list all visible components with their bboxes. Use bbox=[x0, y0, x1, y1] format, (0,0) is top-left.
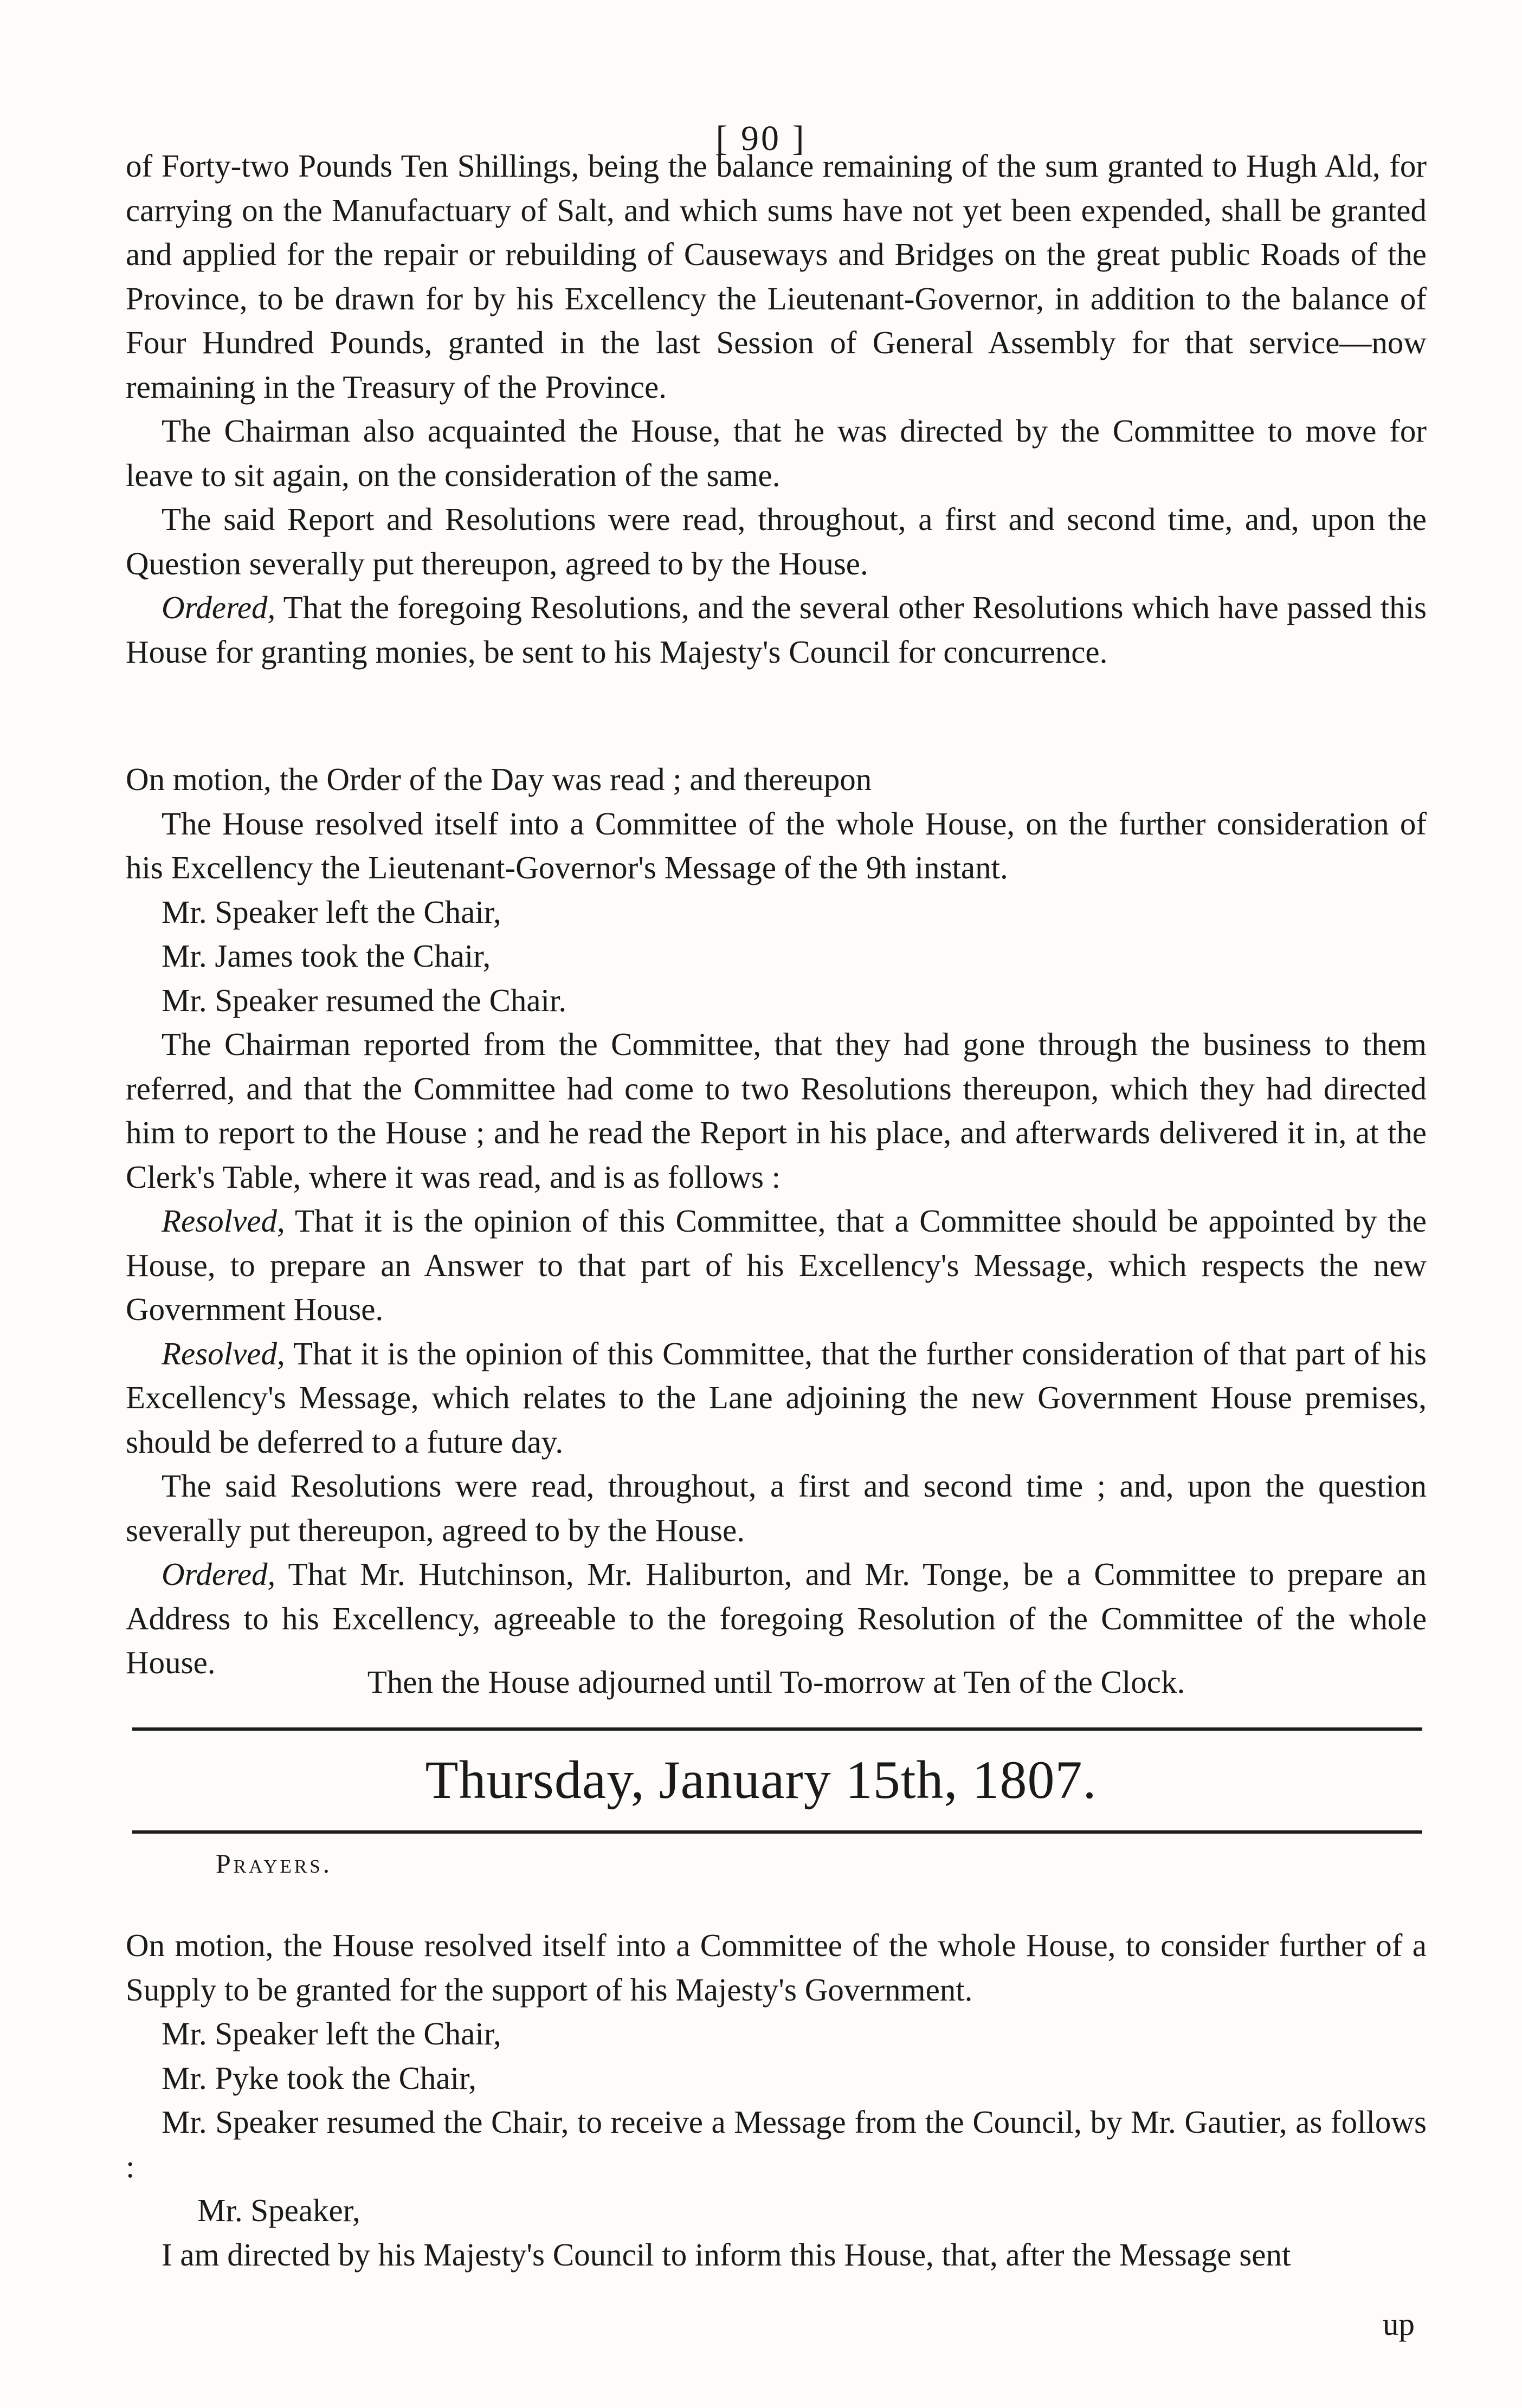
catchword: up bbox=[1383, 2306, 1415, 2342]
paragraph: Mr. Speaker resumed the Chair, to receive a Message from the Council, by Mr. Gautier, as follows : bbox=[126, 2104, 1427, 2184]
paragraph-text: That the foregoing Resolutions, and the several other Resolutions which have passed this House for granting monies, be sent to his Majesty's Council for concurrence. bbox=[126, 590, 1427, 670]
paragraph bbox=[126, 1332, 1427, 1465]
paragraph-label: Resolved, bbox=[162, 1335, 285, 1371]
paragraph: Mr. Pyke took the Chair, bbox=[162, 2060, 477, 2096]
adjournment-line: Then the House adjourned until To-morrow at Ten of the Clock. bbox=[367, 1664, 1185, 1700]
paragraph: The said Report and Resolutions were read, throughout, a first and second time, and, upon the Question severally put thereupon, agreed to by the House. bbox=[126, 501, 1427, 581]
divider-rule bbox=[132, 1727, 1422, 1731]
paragraph: Mr. Speaker, bbox=[197, 2192, 360, 2228]
paragraph: Mr. James took the Chair, bbox=[162, 938, 491, 974]
paragraph: Mr. Speaker left the Chair, bbox=[162, 894, 501, 930]
paragraph-label: Ordered, bbox=[162, 590, 276, 625]
paragraph: The Chairman reported from the Committee, that they had gone through the business to them referred, and that the Committee had come to two Resolutions thereupon, which they had directed him to report to the House ; and he read the Report in his place, and afterwards delivered it in, at the Clerk's Table, where it was read, and is as follows : bbox=[126, 1026, 1427, 1195]
paragraph: of Forty-two Pounds Ten Shillings, being the balance remaining of the sum granted to Hugh Ald, for carrying on the Manufactuary of Salt, and which sums have not yet been expended, shall be granted and applied for the repair or rebuilding of Causeways and Bridges on the great public Roads of the Province, to be drawn for by his Excellency the Lieutenant-Governor, in addition to the balance of Four Hundred Pounds, granted in the last Session of General Assembly for that service—now remaining in the Treasury of the Province. bbox=[126, 148, 1427, 405]
divider-rule bbox=[132, 1830, 1422, 1834]
text-block-adjourn bbox=[126, 1660, 1427, 1705]
text-block-continuation bbox=[126, 144, 1427, 674]
text-block-committee bbox=[126, 758, 1427, 1685]
paragraph: On motion, the Order of the Day was read ; and thereupon bbox=[126, 761, 872, 797]
paragraph bbox=[126, 1199, 1427, 1332]
paragraph-text: That it is the opinion of this Committee, that the further consideration of that part of his Excellency's Message, which relates to the Lane adjoining the new Government House premises, should be deferred to a future day. bbox=[126, 1335, 1427, 1460]
prayers-label: Prayers. bbox=[216, 1848, 333, 1879]
paragraph-text: That it is the opinion of this Committee, that a Committee should be appointed by the House, to prepare an Answer to that part of his Excellency's Message, which respects the new Government House. bbox=[126, 1203, 1427, 1327]
paragraph: Mr. Speaker resumed the Chair. bbox=[162, 982, 567, 1018]
paragraph: On motion, the House resolved itself into a Committee of the whole House, to consider further of a Supply to be granted for the support of his Majesty's Government. bbox=[126, 1927, 1427, 2008]
paragraph: The House resolved itself into a Committee of the whole House, on the further consideration of his Excellency the Lieutenant-Governor's Message of the 9th instant. bbox=[126, 805, 1427, 885]
paragraph-label: Ordered, bbox=[162, 1556, 276, 1592]
paragraph-text: That Mr. Hutchinson, Mr. Haliburton, and Mr. Tonge, be a Committee to prepare an Address to his Excellency, agreeable to the foregoing Resolution of the Committee of the whole House. bbox=[126, 1556, 1427, 1680]
page-number: [ 90 ] bbox=[715, 119, 807, 158]
paragraph bbox=[126, 586, 1427, 674]
paragraph-label: Resolved, bbox=[162, 1203, 285, 1239]
text-block-thursday bbox=[126, 1924, 1427, 2277]
paragraph: The said Resolutions were read, throughout, a first and second time ; and, upon the question severally put thereupon, agreed to by the House. bbox=[126, 1468, 1427, 1548]
paragraph: I am directed by his Majesty's Council to inform this House, that, after the Message sent bbox=[162, 2236, 1291, 2273]
date-heading: Thursday, January 15th, 1807. bbox=[425, 1750, 1097, 1810]
paragraph: The Chairman also acquainted the House, that he was directed by the Committee to move for leave to sit again, on the consideration of the same. bbox=[126, 413, 1427, 493]
paragraph: Mr. Speaker left the Chair, bbox=[162, 2016, 501, 2051]
